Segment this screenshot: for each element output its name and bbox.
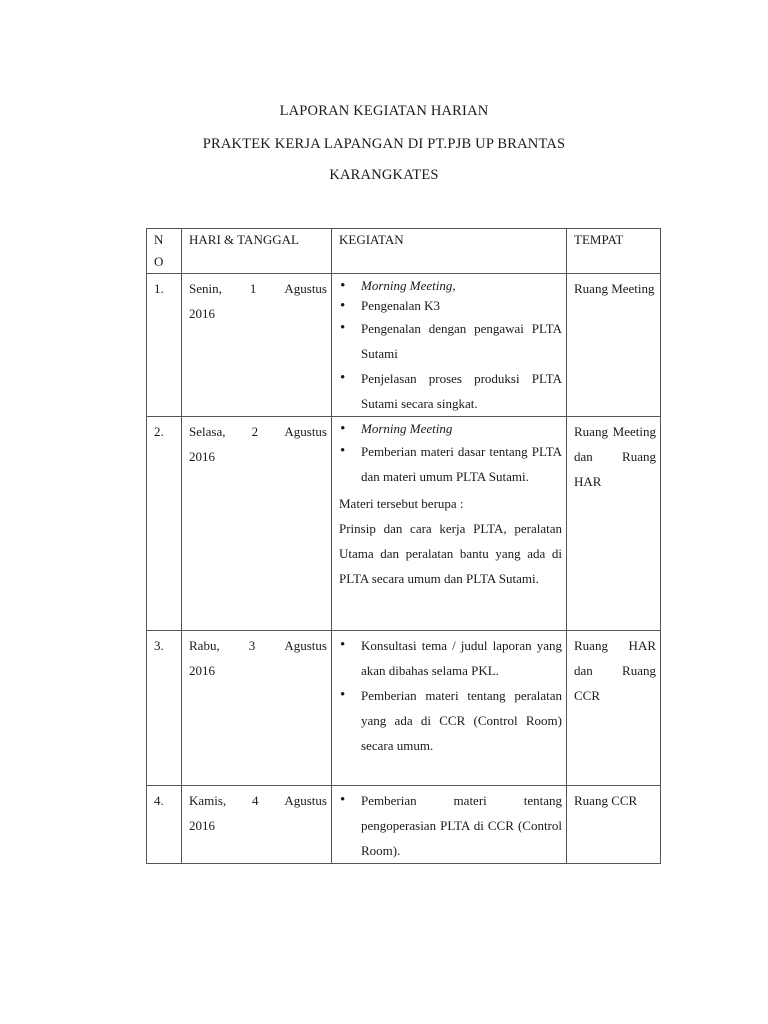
row-activities bbox=[332, 786, 567, 864]
list-item: • Pemberian materi tentang pengoperasian PLTA di CCR (Control Room). bbox=[339, 788, 562, 863]
column-header-hari: HARI & TANGGAL bbox=[182, 229, 332, 274]
year: 2016 bbox=[189, 663, 215, 678]
year: 2016 bbox=[189, 306, 215, 321]
table-row bbox=[147, 274, 661, 417]
row-number: 2. bbox=[147, 417, 182, 631]
activity-table bbox=[146, 228, 661, 864]
row-date bbox=[182, 786, 332, 864]
day-name: Senin, bbox=[189, 281, 222, 296]
day-number: 3 bbox=[248, 638, 256, 653]
list-item: • Morning Meeting, bbox=[339, 276, 562, 296]
table-row bbox=[147, 631, 661, 786]
row-place: Ruang Meeting bbox=[567, 274, 661, 417]
row-place: Ruang HAR dan Ruang CCR bbox=[567, 631, 661, 786]
list-item: • Pengenalan dengan pengawai PLTA Sutami bbox=[339, 316, 562, 366]
day-name: Rabu, bbox=[189, 638, 220, 653]
row-number: 1. bbox=[147, 274, 182, 417]
materials-description: Prinsip dan cara kerja PLTA, peralatan Utama dan peralatan bantu yang ada di PLTA secara umum dan PLTA Sutami. bbox=[339, 521, 562, 586]
report-title: LAPORAN KEGIATAN HARIAN bbox=[279, 103, 489, 119]
day-number: 2 bbox=[251, 424, 259, 439]
row-date bbox=[182, 274, 332, 417]
list-item: • Morning Meeting bbox=[339, 419, 562, 439]
year: 2016 bbox=[189, 449, 215, 464]
list-item: • Pemberian materi dasar tentang PLTA dan materi umum PLTA Sutami. bbox=[339, 439, 562, 489]
row-date bbox=[182, 631, 332, 786]
row-date bbox=[182, 417, 332, 631]
year: 2016 bbox=[189, 818, 215, 833]
month-name: Agustus bbox=[284, 793, 327, 808]
materials-heading: Materi tersebut berupa : bbox=[339, 496, 464, 511]
report-location: KARANGKATES bbox=[329, 167, 439, 183]
row-activities bbox=[332, 417, 567, 631]
column-header-kegiatan: KEGIATAN bbox=[332, 229, 567, 274]
list-item: • Konsultasi tema / judul laporan yang akan dibahas selama PKL. bbox=[339, 633, 562, 683]
table-header-row bbox=[147, 229, 661, 274]
day-number: 4 bbox=[252, 793, 259, 808]
list-item: • Pengenalan K3 bbox=[339, 296, 562, 316]
report-subtitle: PRAKTEK KERJA LAPANGAN DI PT.PJB UP BRANTAS bbox=[202, 136, 566, 152]
row-number: 4. bbox=[147, 786, 182, 864]
list-item: • Pemberian materi tentang peralatan yang ada di CCR (Control Room) secara umum. bbox=[339, 683, 562, 758]
row-place: Ruang CCR bbox=[567, 786, 661, 864]
column-header-tempat: TEMPAT bbox=[567, 229, 661, 274]
row-activities bbox=[332, 274, 567, 417]
month-name: Agustus bbox=[284, 424, 327, 439]
row-place: Ruang Meeting dan Ruang HAR bbox=[567, 417, 661, 631]
day-name: Selasa, bbox=[189, 424, 226, 439]
day-name: Kamis, bbox=[189, 793, 227, 808]
table-row bbox=[147, 417, 661, 631]
month-name: Agustus bbox=[284, 281, 327, 296]
column-header-no-label: N O bbox=[154, 232, 164, 269]
column-header-no bbox=[147, 229, 182, 274]
list-item: • Penjelasan proses produksi PLTA Sutami secara singkat. bbox=[339, 366, 562, 416]
row-activities bbox=[332, 631, 567, 786]
table-row bbox=[147, 786, 661, 864]
day-number: 1 bbox=[249, 281, 257, 296]
month-name: Agustus bbox=[284, 638, 327, 653]
row-number: 3. bbox=[147, 631, 182, 786]
